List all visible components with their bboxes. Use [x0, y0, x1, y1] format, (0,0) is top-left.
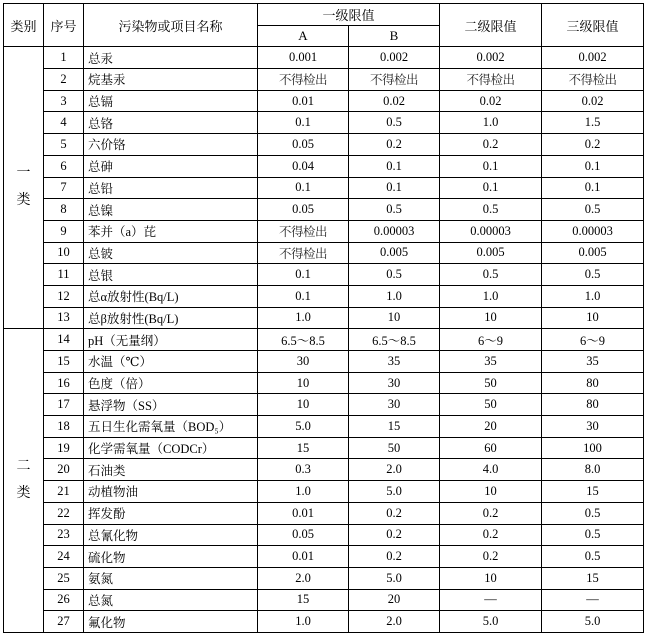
table-row — [4, 611, 644, 633]
row-number: 20 — [44, 459, 84, 481]
row-number: 11 — [44, 264, 84, 286]
table-row — [4, 177, 644, 199]
table-row — [4, 524, 644, 546]
level1-a-value: 不得检出 — [258, 69, 349, 91]
level3-value: 0.1 — [542, 155, 644, 177]
table-row — [4, 567, 644, 589]
level1-a-value: 15 — [258, 589, 349, 611]
row-number: 7 — [44, 177, 84, 199]
level1-b-value: 不得检出 — [349, 69, 440, 91]
table-body — [4, 47, 644, 633]
row-number: 19 — [44, 437, 84, 459]
row-number: 8 — [44, 199, 84, 221]
level2-value: 0.00003 — [440, 220, 542, 242]
level1-b-value: 5.0 — [349, 481, 440, 503]
pollutant-name: 总氰化物 — [84, 524, 258, 546]
level2-value: 60 — [440, 437, 542, 459]
table-row — [4, 502, 644, 524]
level1-a-value: 30 — [258, 351, 349, 373]
table-row — [4, 47, 644, 69]
category-cell — [4, 329, 44, 633]
level1-a-value: 0.04 — [258, 155, 349, 177]
pollutant-name: 悬浮物（SS） — [84, 394, 258, 416]
table-row — [4, 394, 644, 416]
level1-b-value: 0.5 — [349, 112, 440, 134]
table-row — [4, 372, 644, 394]
level1-b-value: 20 — [349, 589, 440, 611]
row-number: 6 — [44, 155, 84, 177]
pollutant-name: 总铅 — [84, 177, 258, 199]
table-row — [4, 481, 644, 503]
level1-b-value: 2.0 — [349, 611, 440, 633]
level1-a-value: 6.5～8.5 — [258, 329, 349, 351]
level3-value: 不得检出 — [542, 69, 644, 91]
row-number: 13 — [44, 307, 84, 329]
level3-value: 8.0 — [542, 459, 644, 481]
table-row — [4, 437, 644, 459]
level1-a-value: 5.0 — [258, 416, 349, 438]
pollutant-name: 总氮 — [84, 589, 258, 611]
level2-value: 0.002 — [440, 47, 542, 69]
level1-b-value: 6.5～8.5 — [349, 329, 440, 351]
header-row-1 — [4, 4, 644, 26]
level3-value: 0.5 — [542, 546, 644, 568]
header-level1: 一级限值 — [258, 4, 440, 26]
level2-value: 50 — [440, 394, 542, 416]
level2-value: 0.2 — [440, 134, 542, 156]
table-row — [4, 589, 644, 611]
level1-a-value: 1.0 — [258, 611, 349, 633]
pollutant-name: 化学需氧量（CODCr） — [84, 437, 258, 459]
level2-value: 1.0 — [440, 112, 542, 134]
table-row — [4, 199, 644, 221]
row-number: 26 — [44, 589, 84, 611]
level1-b-value: 0.002 — [349, 47, 440, 69]
level2-value: 50 — [440, 372, 542, 394]
pollutant-name: 烷基汞 — [84, 69, 258, 91]
table-row — [4, 329, 644, 351]
level1-b-value: 30 — [349, 372, 440, 394]
level3-value: 80 — [542, 394, 644, 416]
level2-value: 不得检出 — [440, 69, 542, 91]
level2-value: 6～9 — [440, 329, 542, 351]
row-number: 23 — [44, 524, 84, 546]
pollutant-name: 五日生化需氧量（BOD₅） — [84, 416, 258, 438]
level1-b-value: 0.5 — [349, 264, 440, 286]
level3-value: 0.5 — [542, 199, 644, 221]
level1-a-value: 10 — [258, 394, 349, 416]
level1-a-value: 0.001 — [258, 47, 349, 69]
level2-value: 5.0 — [440, 611, 542, 633]
level1-b-value: 0.02 — [349, 90, 440, 112]
pollutant-name: 挥发酚 — [84, 502, 258, 524]
table-row — [4, 351, 644, 373]
level1-a-value: 0.1 — [258, 112, 349, 134]
header-name: 污染物或项目名称 — [84, 4, 258, 47]
pollutant-name: 苯并（a）芘 — [84, 220, 258, 242]
level2-value: 0.5 — [440, 264, 542, 286]
level1-a-value: 0.01 — [258, 90, 349, 112]
level2-value: 0.005 — [440, 242, 542, 264]
level2-value: 10 — [440, 307, 542, 329]
header-category: 类别 — [4, 4, 44, 47]
level3-value: 15 — [542, 481, 644, 503]
level1-a-value: 15 — [258, 437, 349, 459]
row-number: 14 — [44, 329, 84, 351]
level3-value: 0.002 — [542, 47, 644, 69]
row-number: 10 — [44, 242, 84, 264]
category-label: 一 类 — [16, 166, 31, 208]
pollutant-name: 硫化物 — [84, 546, 258, 568]
pollutant-name: 总铬 — [84, 112, 258, 134]
pollutant-name: 总银 — [84, 264, 258, 286]
level1-a-value: 0.3 — [258, 459, 349, 481]
header-level1-b: B — [349, 25, 440, 47]
level2-value: 10 — [440, 481, 542, 503]
level1-a-value: 2.0 — [258, 567, 349, 589]
table-row — [4, 242, 644, 264]
row-number: 15 — [44, 351, 84, 373]
table-row — [4, 546, 644, 568]
level3-value: 0.00003 — [542, 220, 644, 242]
category-label: 二 类 — [16, 459, 31, 501]
level1-a-value: 0.05 — [258, 524, 349, 546]
row-number: 12 — [44, 285, 84, 307]
table-row — [4, 264, 644, 286]
level3-value: 6～9 — [542, 329, 644, 351]
pollutant-name: 氨氮 — [84, 567, 258, 589]
level1-b-value: 2.0 — [349, 459, 440, 481]
level3-value: 0.5 — [542, 502, 644, 524]
level3-value: 1.5 — [542, 112, 644, 134]
table-row — [4, 155, 644, 177]
level3-value: 15 — [542, 567, 644, 589]
level2-value: 0.2 — [440, 524, 542, 546]
table-row — [4, 90, 644, 112]
level1-b-value: 50 — [349, 437, 440, 459]
table-row — [4, 285, 644, 307]
level2-value: 0.2 — [440, 502, 542, 524]
pollutant-name: 氟化物 — [84, 611, 258, 633]
level3-value: 80 — [542, 372, 644, 394]
level3-value: 0.2 — [542, 134, 644, 156]
pollutant-name: 总铍 — [84, 242, 258, 264]
level2-value: 0.5 — [440, 199, 542, 221]
row-number: 3 — [44, 90, 84, 112]
pollutant-name: 总砷 — [84, 155, 258, 177]
pollutant-name: 六价铬 — [84, 134, 258, 156]
level2-value: 4.0 — [440, 459, 542, 481]
level1-a-value: 0.1 — [258, 285, 349, 307]
level2-value: 0.2 — [440, 546, 542, 568]
pollutant-name: pH（无量纲） — [84, 329, 258, 351]
row-number: 1 — [44, 47, 84, 69]
pollutant-name: 水温（℃） — [84, 351, 258, 373]
level1-b-value: 0.2 — [349, 502, 440, 524]
level2-value: 20 — [440, 416, 542, 438]
row-number: 22 — [44, 502, 84, 524]
level3-value: 0.005 — [542, 242, 644, 264]
standards-table — [3, 3, 644, 633]
header-level3: 三级限值 — [542, 4, 644, 47]
pollutant-name: 总β放射性(Bq/L) — [84, 307, 258, 329]
level1-a-value: 0.05 — [258, 199, 349, 221]
level3-value: 100 — [542, 437, 644, 459]
level1-a-value: 1.0 — [258, 307, 349, 329]
level1-b-value: 10 — [349, 307, 440, 329]
level1-b-value: 0.5 — [349, 199, 440, 221]
level3-value: 0.02 — [542, 90, 644, 112]
level1-a-value: 不得检出 — [258, 220, 349, 242]
level1-a-value: 0.01 — [258, 546, 349, 568]
level2-value: 0.1 — [440, 177, 542, 199]
row-number: 9 — [44, 220, 84, 242]
pollutant-name: 动植物油 — [84, 481, 258, 503]
level1-b-value: 0.2 — [349, 524, 440, 546]
table-row — [4, 220, 644, 242]
row-number: 25 — [44, 567, 84, 589]
level1-b-value: 1.0 — [349, 285, 440, 307]
level1-b-value: 5.0 — [349, 567, 440, 589]
level1-a-value: 0.1 — [258, 177, 349, 199]
table-row — [4, 69, 644, 91]
table-row — [4, 307, 644, 329]
level1-a-value: 10 — [258, 372, 349, 394]
row-number: 18 — [44, 416, 84, 438]
row-number: 21 — [44, 481, 84, 503]
table-row — [4, 112, 644, 134]
header-level2: 二级限值 — [440, 4, 542, 47]
pollutant-name: 总汞 — [84, 47, 258, 69]
level3-value: 0.5 — [542, 524, 644, 546]
level1-a-value: 0.05 — [258, 134, 349, 156]
level1-b-value: 0.00003 — [349, 220, 440, 242]
level2-value: 35 — [440, 351, 542, 373]
level2-value: 1.0 — [440, 285, 542, 307]
table-row — [4, 459, 644, 481]
row-number: 17 — [44, 394, 84, 416]
pollutant-name: 总镍 — [84, 199, 258, 221]
table-row — [4, 416, 644, 438]
row-number: 5 — [44, 134, 84, 156]
level2-value: 0.02 — [440, 90, 542, 112]
level3-value: 0.5 — [542, 264, 644, 286]
row-number: 16 — [44, 372, 84, 394]
table-row — [4, 134, 644, 156]
row-number: 27 — [44, 611, 84, 633]
header-level1-a: A — [258, 25, 349, 47]
level3-value: 30 — [542, 416, 644, 438]
level1-a-value: 1.0 — [258, 481, 349, 503]
level1-b-value: 0.1 — [349, 155, 440, 177]
level3-value: 35 — [542, 351, 644, 373]
header-seq: 序号 — [44, 4, 84, 47]
level3-value: 0.1 — [542, 177, 644, 199]
level3-value: 1.0 — [542, 285, 644, 307]
level1-b-value: 0.1 — [349, 177, 440, 199]
pollutant-name: 石油类 — [84, 459, 258, 481]
level1-a-value: 0.1 — [258, 264, 349, 286]
level1-b-value: 0.2 — [349, 546, 440, 568]
level2-value: 10 — [440, 567, 542, 589]
level3-value: 5.0 — [542, 611, 644, 633]
level1-b-value: 15 — [349, 416, 440, 438]
pollutant-name: 总镉 — [84, 90, 258, 112]
row-number: 2 — [44, 69, 84, 91]
row-number: 24 — [44, 546, 84, 568]
level1-a-value: 不得检出 — [258, 242, 349, 264]
level1-b-value: 0.2 — [349, 134, 440, 156]
category-cell — [4, 47, 44, 329]
level1-b-value: 0.005 — [349, 242, 440, 264]
pollutant-name: 色度（倍） — [84, 372, 258, 394]
level3-value: 10 — [542, 307, 644, 329]
level3-value: — — [542, 589, 644, 611]
level1-a-value: 0.01 — [258, 502, 349, 524]
level2-value: — — [440, 589, 542, 611]
level1-b-value: 35 — [349, 351, 440, 373]
row-number: 4 — [44, 112, 84, 134]
pollutant-name: 总α放射性(Bq/L) — [84, 285, 258, 307]
level1-b-value: 30 — [349, 394, 440, 416]
level2-value: 0.1 — [440, 155, 542, 177]
